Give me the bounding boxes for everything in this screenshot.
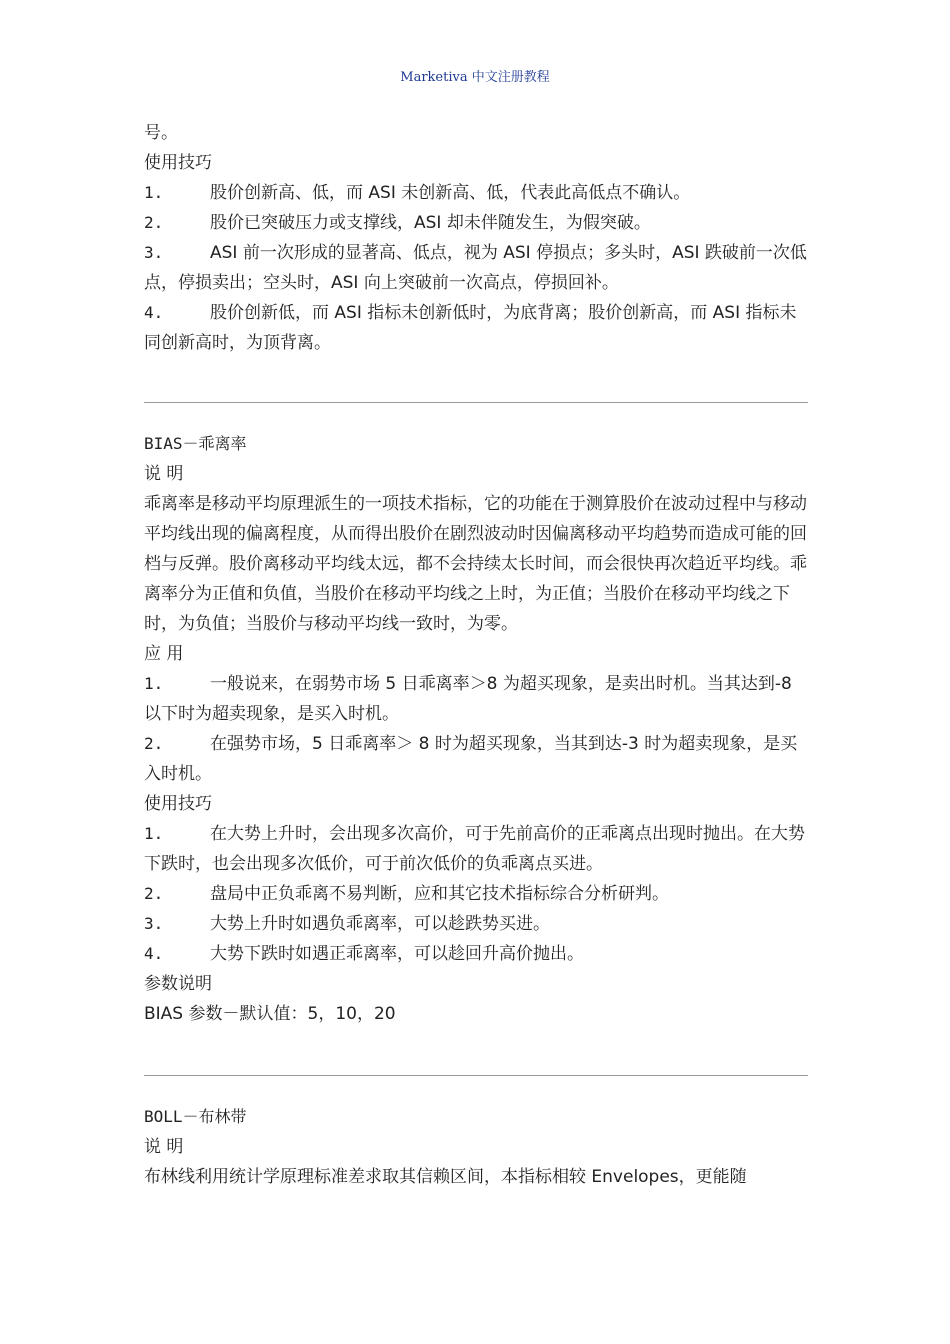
item-number: 2. (144, 213, 164, 232)
item-text: 大势上升时如遇负乖离率，可以趁跌势买进。 (210, 914, 550, 934)
item-text: 大势下跌时如遇正乖离率，可以趁回升高价抛出。 (210, 944, 584, 964)
boll-desc-heading: 说 明 (144, 1137, 184, 1157)
list-item (144, 298, 808, 358)
list-item (144, 178, 808, 208)
item-number: 3. (144, 243, 164, 262)
item-number: 2. (144, 884, 164, 903)
item-number: 1. (144, 183, 164, 202)
list-item (144, 909, 808, 939)
item-text: 股价创新低，而 ASI 指标未创新低时，为底背离；股价创新高，而 ASI 指标未同创新高时，为顶背离。 (144, 303, 797, 353)
asi-skills-heading: 使用技巧 (144, 153, 212, 173)
item-number: 4. (144, 303, 164, 322)
list-item (144, 879, 808, 909)
boll-title: BOLL－布林带 (144, 1107, 247, 1126)
bias-title: BIAS－乖离率 (144, 434, 247, 453)
item-number: 1. (144, 674, 164, 693)
list-item (144, 729, 808, 789)
item-number: 4. (144, 944, 164, 963)
bias-description: 乖离率是移动平均原理派生的一项技术指标，它的功能在于测算股价在波动过程中与移动平均线出现的偏离程度，从而得出股价在剧烈波动时因偏离移动平均趋势而造成可能的回档与反弹。股价离移动平均线太远，都不会持续太长时间，而会很快再次趋近平均线。乖离率分为正值和负值，当股价在移动平均线之上时，为正值；当股价在移动平均线之下时，为负值；当股价与移动平均线一致时，为零。 (144, 494, 807, 634)
list-item (144, 939, 808, 969)
item-number: 3. (144, 914, 164, 933)
page-header: Marketiva 中文注册教程 (400, 70, 550, 85)
item-text: 在强势市场，5 日乖离率＞ 8 时为超买现象，当其到达-3 时为超卖现象，是买入时机。 (144, 734, 798, 784)
list-item (144, 669, 808, 729)
bias-desc-heading: 说 明 (144, 464, 184, 484)
bias-use-heading: 应 用 (144, 644, 184, 664)
list-item (144, 819, 808, 879)
list-item (144, 238, 808, 298)
asi-continuation: 号。 (144, 123, 178, 143)
item-text: 盘局中正负乖离不易判断，应和其它技术指标综合分析研判。 (210, 884, 669, 904)
item-text: 股价创新高、低，而 ASI 未创新高、低，代表此高低点不确认。 (210, 183, 691, 203)
document-body (144, 118, 808, 1192)
item-text: 一般说来，在弱势市场 5 日乖离率＞8 为超买现象，是卖出时机。当其达到-8 以下时为超卖现象，是买入时机。 (144, 674, 792, 724)
item-text: 在大势上升时，会出现多次高价，可于先前高价的正乖离点出现时抛出。在大势下跌时，也会出现多次低价，可于前次低价的负乖离点买进。 (144, 824, 805, 874)
list-item (144, 208, 808, 238)
bias-params: BIAS 参数－默认值：5，10，20 (144, 1004, 396, 1024)
item-text: ASI 前一次形成的显著高、低点，视为 ASI 停损点；多头时，ASI 跌破前一次低点，停损卖出；空头时，ASI 向上突破前一次高点，停损回补。 (144, 243, 807, 293)
item-text: 股价已突破压力或支撑线，ASI 却未伴随发生，为假突破。 (210, 213, 651, 233)
boll-description: 布林线利用统计学原理标准差求取其信赖区间，本指标相较 Envelopes，更能随 (144, 1167, 747, 1187)
item-number: 2. (144, 734, 164, 753)
bias-skills-heading: 使用技巧 (144, 794, 212, 814)
item-number: 1. (144, 824, 164, 843)
bias-params-heading: 参数说明 (144, 974, 212, 994)
